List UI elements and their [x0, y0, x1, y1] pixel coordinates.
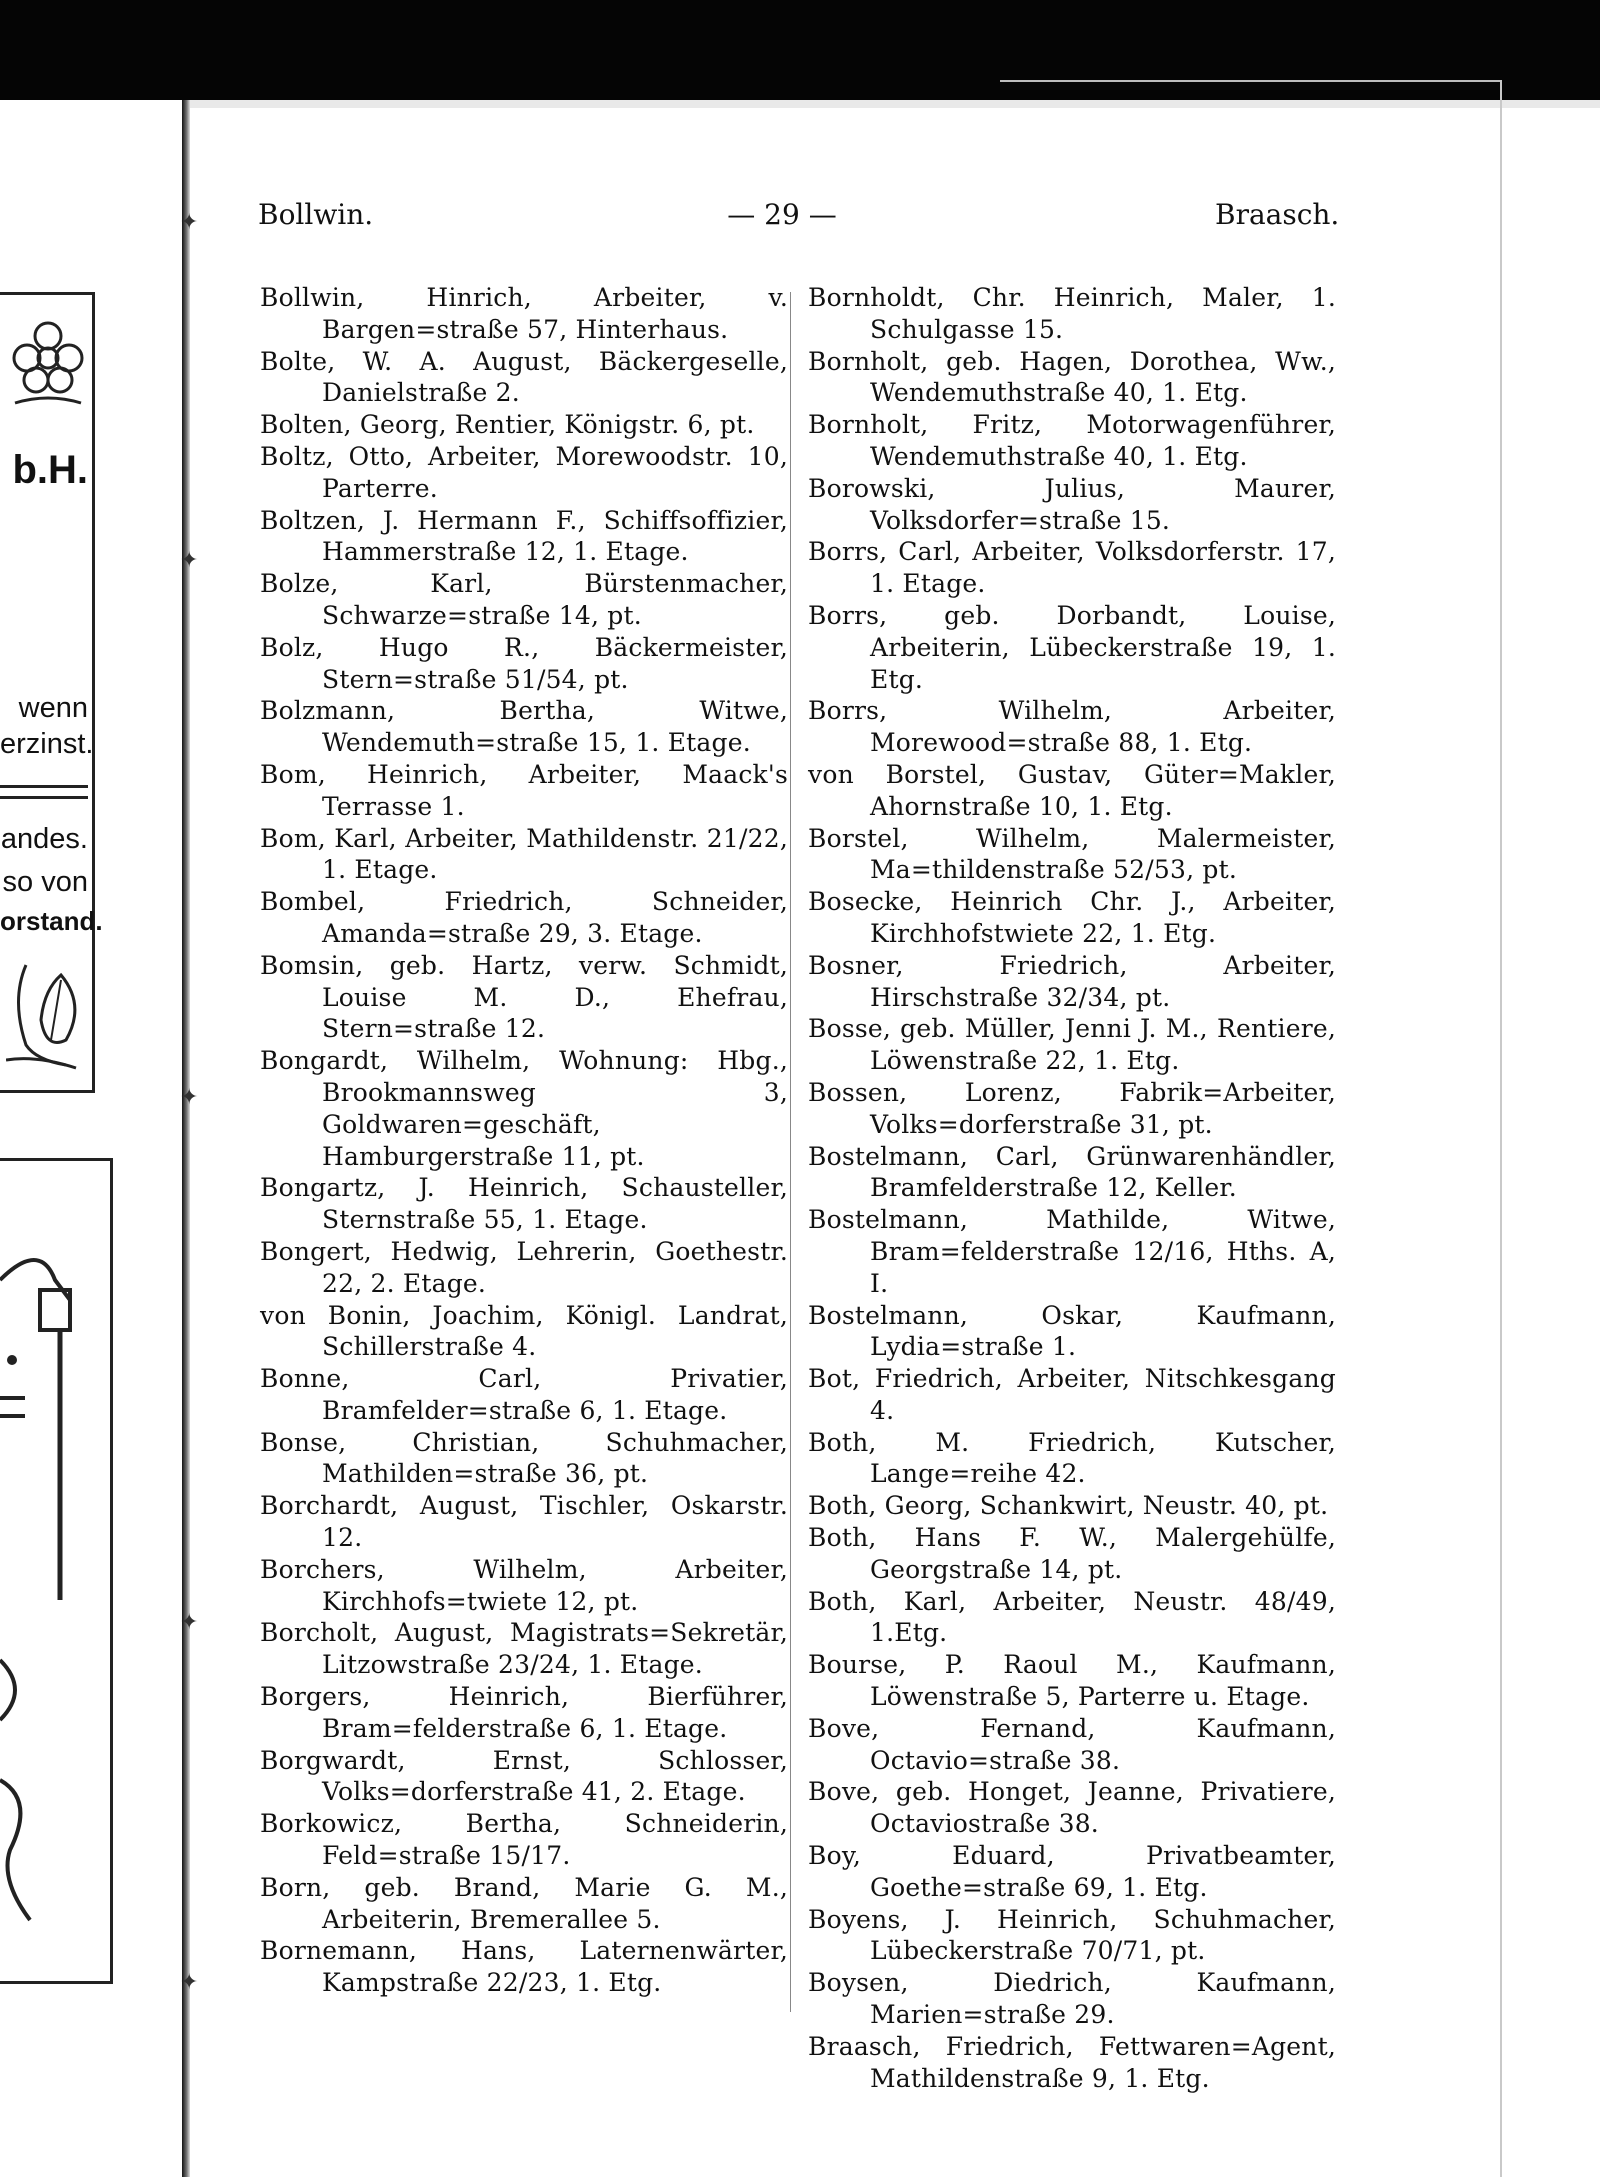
directory-entry: Bombel, Friedrich, Schneider, Amanda=straße 29, 3. Etage. [260, 887, 788, 948]
binding-stitch-mark: ✦ [180, 1085, 199, 1110]
directory-column-right [808, 282, 1336, 2094]
directory-entry: Bosse, geb. Müller, Jenni J. M., Rentiere, Löwenstraße 22, 1. Etg. [808, 1014, 1336, 1076]
directory-entry: Bom, Heinrich, Arbeiter, Maack's Terrasse 1. [260, 759, 788, 821]
flower-ornament-icon [10, 318, 86, 408]
directory-entry: Borrs, geb. Dorbandt, Louise, Arbeiterin, Lübeckerstraße 19, 1. Etg. [808, 600, 1336, 694]
directory-entry: von Bonin, Joachim, Königl. Landrat, Schillerstraße 4. [260, 1300, 788, 1362]
binding-stitch-mark: ✦ [180, 548, 199, 573]
directory-entry: Boysen, Diedrich, Kaufmann, Marien=straße 29. [808, 1968, 1336, 2030]
ad-text-fragment: orstand. [0, 906, 103, 936]
directory-entry: Borgers, Heinrich, Bierführer, Bram=felderstraße 6, 1. Etage. [260, 1682, 788, 1743]
ad-text-fragment: erzinst. [0, 728, 94, 760]
directory-entry: Bostelmann, Oskar, Kaufmann, Lydia=straße 1. [808, 1300, 1336, 1362]
directory-entry: Borchardt, August, Tischler, Oskarstr. 12. [260, 1491, 788, 1553]
directory-entry: Bolz, Hugo R., Bäckermeister, Stern=straße 51/54, pt. [260, 632, 788, 694]
directory-entry: Bornemann, Hans, Laternenwärter, Kampstraße 22/23, 1. Etg. [260, 1936, 788, 1998]
ad-text-fragment: wenn [18, 692, 88, 724]
running-head-right: Braasch. [1215, 198, 1340, 231]
page-number: — 29 — [727, 198, 837, 231]
directory-entry: Bot, Friedrich, Arbeiter, Nitschkesgang 4. [808, 1364, 1336, 1425]
directory-entry: Bornholt, Fritz, Motorwagenführer, Wendemuthstraße 40, 1. Etg. [808, 410, 1336, 471]
binding-stitch-mark: ✦ [180, 1970, 199, 1995]
directory-entry: Both, M. Friedrich, Kutscher, Lange=reihe 42. [808, 1427, 1336, 1489]
directory-entry: Borcholt, August, Magistrats=Sekretär, Litzowstraße 23/24, 1. Etage. [260, 1618, 788, 1680]
art-nouveau-ornament-icon [0, 1220, 100, 1940]
directory-entry: Bostelmann, Carl, Grünwarenhändler, Bramfelderstraße 12, Keller. [808, 1141, 1336, 1203]
directory-entry: Borkowicz, Bertha, Schneiderin, Feld=straße 15/17. [260, 1809, 788, 1871]
directory-entry: Bom, Karl, Arbeiter, Mathildenstr. 21/22, 1. Etage. [260, 823, 788, 885]
directory-entry: Bornholdt, Chr. Heinrich, Maler, 1. Schulgasse 15. [808, 283, 1336, 344]
directory-entry: Bolzmann, Bertha, Witwe, Wendemuth=straße 15, 1. Etage. [260, 696, 788, 758]
directory-entry: Bomsin, geb. Hartz, verw. Schmidt, Louise M. D., Ehefrau, Stern=straße 12. [260, 950, 788, 1044]
directory-entry: Borchers, Wilhelm, Arbeiter, Kirchhofs=twiete 12, pt. [260, 1554, 788, 1616]
page-top-edge-line [1000, 80, 1500, 82]
binding-stitch-mark: ✦ [180, 1610, 199, 1635]
scan-dark-border [0, 0, 1600, 100]
directory-entry: Bolte, W. A. August, Bäckergeselle, Danielstraße 2. [260, 346, 788, 408]
directory-column-left [260, 282, 788, 1999]
leaf-ornament-icon [6, 960, 86, 1075]
directory-entry: Bourse, P. Raoul M., Kaufmann, Löwenstraße 5, Parterre u. Etage. [808, 1650, 1336, 1712]
running-head-left: Bollwin. [258, 198, 374, 231]
directory-entry: Bonse, Christian, Schuhmacher, Mathilden=straße 36, pt. [260, 1427, 788, 1489]
directory-entry: Bongert, Hedwig, Lehrerin, Goethestr. 22, 2. Etage. [260, 1236, 788, 1298]
directory-entry: Borowski, Julius, Maurer, Volksdorfer=straße 15. [808, 473, 1336, 535]
directory-entry: Both, Georg, Schankwirt, Neustr. 40, pt. [808, 1491, 1329, 1521]
directory-entry: Borgwardt, Ernst, Schlosser, Volks=dorferstraße 41, 2. Etage. [260, 1745, 788, 1807]
directory-entry: Bostelmann, Mathilde, Witwe, Bram=felderstraße 12/16, Hths. A, I. [808, 1205, 1336, 1298]
directory-entry: Borstel, Wilhelm, Malermeister, Ma=thildenstraße 52/53, pt. [808, 823, 1336, 885]
directory-entry: Borrs, Carl, Arbeiter, Volksdorferstr. 17, 1. Etage. [808, 537, 1336, 599]
directory-entry: Bolze, Karl, Bürstenmacher, Schwarze=straße 14, pt. [260, 569, 788, 630]
directory-entry: Bornholt, geb. Hagen, Dorothea, Ww., Wendemuthstraße 40, 1. Etg. [808, 346, 1336, 408]
directory-entry: Born, geb. Brand, Marie G. M., Arbeiterin, Bremerallee 5. [260, 1872, 788, 1934]
ad-divider [0, 796, 88, 799]
directory-entry: Bossen, Lorenz, Fabrik=Arbeiter, Volks=dorferstraße 31, pt. [808, 1077, 1336, 1139]
directory-entry: Braasch, Friedrich, Fettwaren=Agent, Mathildenstraße 9, 1. Etg. [808, 2031, 1336, 2093]
directory-entry: Bolten, Georg, Rentier, Königstr. 6, pt. [260, 410, 755, 440]
book-gutter [182, 100, 190, 2177]
directory-entry: Bosner, Friedrich, Arbeiter, Hirschstraße 32/34, pt. [808, 950, 1336, 1012]
directory-entry: Bonne, Carl, Privatier, Bramfelder=straße 6, 1. Etage. [260, 1364, 788, 1425]
directory-entry: Boltz, Otto, Arbeiter, Morewoodstr. 10, Parterre. [260, 441, 788, 503]
directory-entry: Bongartz, J. Heinrich, Schausteller, Sternstraße 55, 1. Etage. [260, 1173, 788, 1235]
directory-entry: Boy, Eduard, Privatbeamter, Goethe=straße 69, 1. Etg. [808, 1841, 1336, 1902]
directory-entry: Bollwin, Hinrich, Arbeiter, v. Bargen=straße 57, Hinterhaus. [260, 283, 788, 344]
ad-text-fragment: so von [2, 866, 88, 898]
directory-entry: von Borstel, Gustav, Güter=Makler, Ahornstraße 10, 1. Etg. [808, 759, 1336, 821]
directory-entry: Bongardt, Wilhelm, Wohnung: Hbg., Brookmannsweg 3, Goldwaren=geschäft, Hamburgerstraße 11, pt. [260, 1046, 788, 1171]
ad-text-fragment: andes. [0, 823, 88, 855]
directory-entry: Both, Hans F. W., Malergehülfe, Georgstraße 14, pt. [808, 1523, 1336, 1584]
directory-entry: Boltzen, J. Hermann F., Schiffsoffizier, Hammerstraße 12, 1. Etage. [260, 505, 788, 567]
page-edge-line [1500, 80, 1502, 2177]
column-divider [790, 292, 791, 2012]
ad-company-suffix: b.H. [12, 448, 88, 492]
directory-entry: Bove, Fernand, Kaufmann, Octavio=straße 38. [808, 1713, 1336, 1775]
page-fold [0, 100, 1600, 108]
directory-entry: Borrs, Wilhelm, Arbeiter, Morewood=straße 88, 1. Etg. [808, 696, 1336, 758]
binding-stitch-mark: ✦ [180, 210, 199, 235]
directory-entry: Both, Karl, Arbeiter, Neustr. 48/49, 1.Etg. [808, 1586, 1336, 1648]
ad-divider [0, 785, 88, 788]
directory-entry: Bove, geb. Honget, Jeanne, Privatiere, Octaviostraße 38. [808, 1777, 1336, 1839]
directory-entry: Boyens, J. Heinrich, Schuhmacher, Lübeckerstraße 70/71, pt. [808, 1904, 1336, 1966]
directory-entry: Bosecke, Heinrich Chr. J., Arbeiter, Kirchhofstwiete 22, 1. Etg. [808, 887, 1336, 948]
